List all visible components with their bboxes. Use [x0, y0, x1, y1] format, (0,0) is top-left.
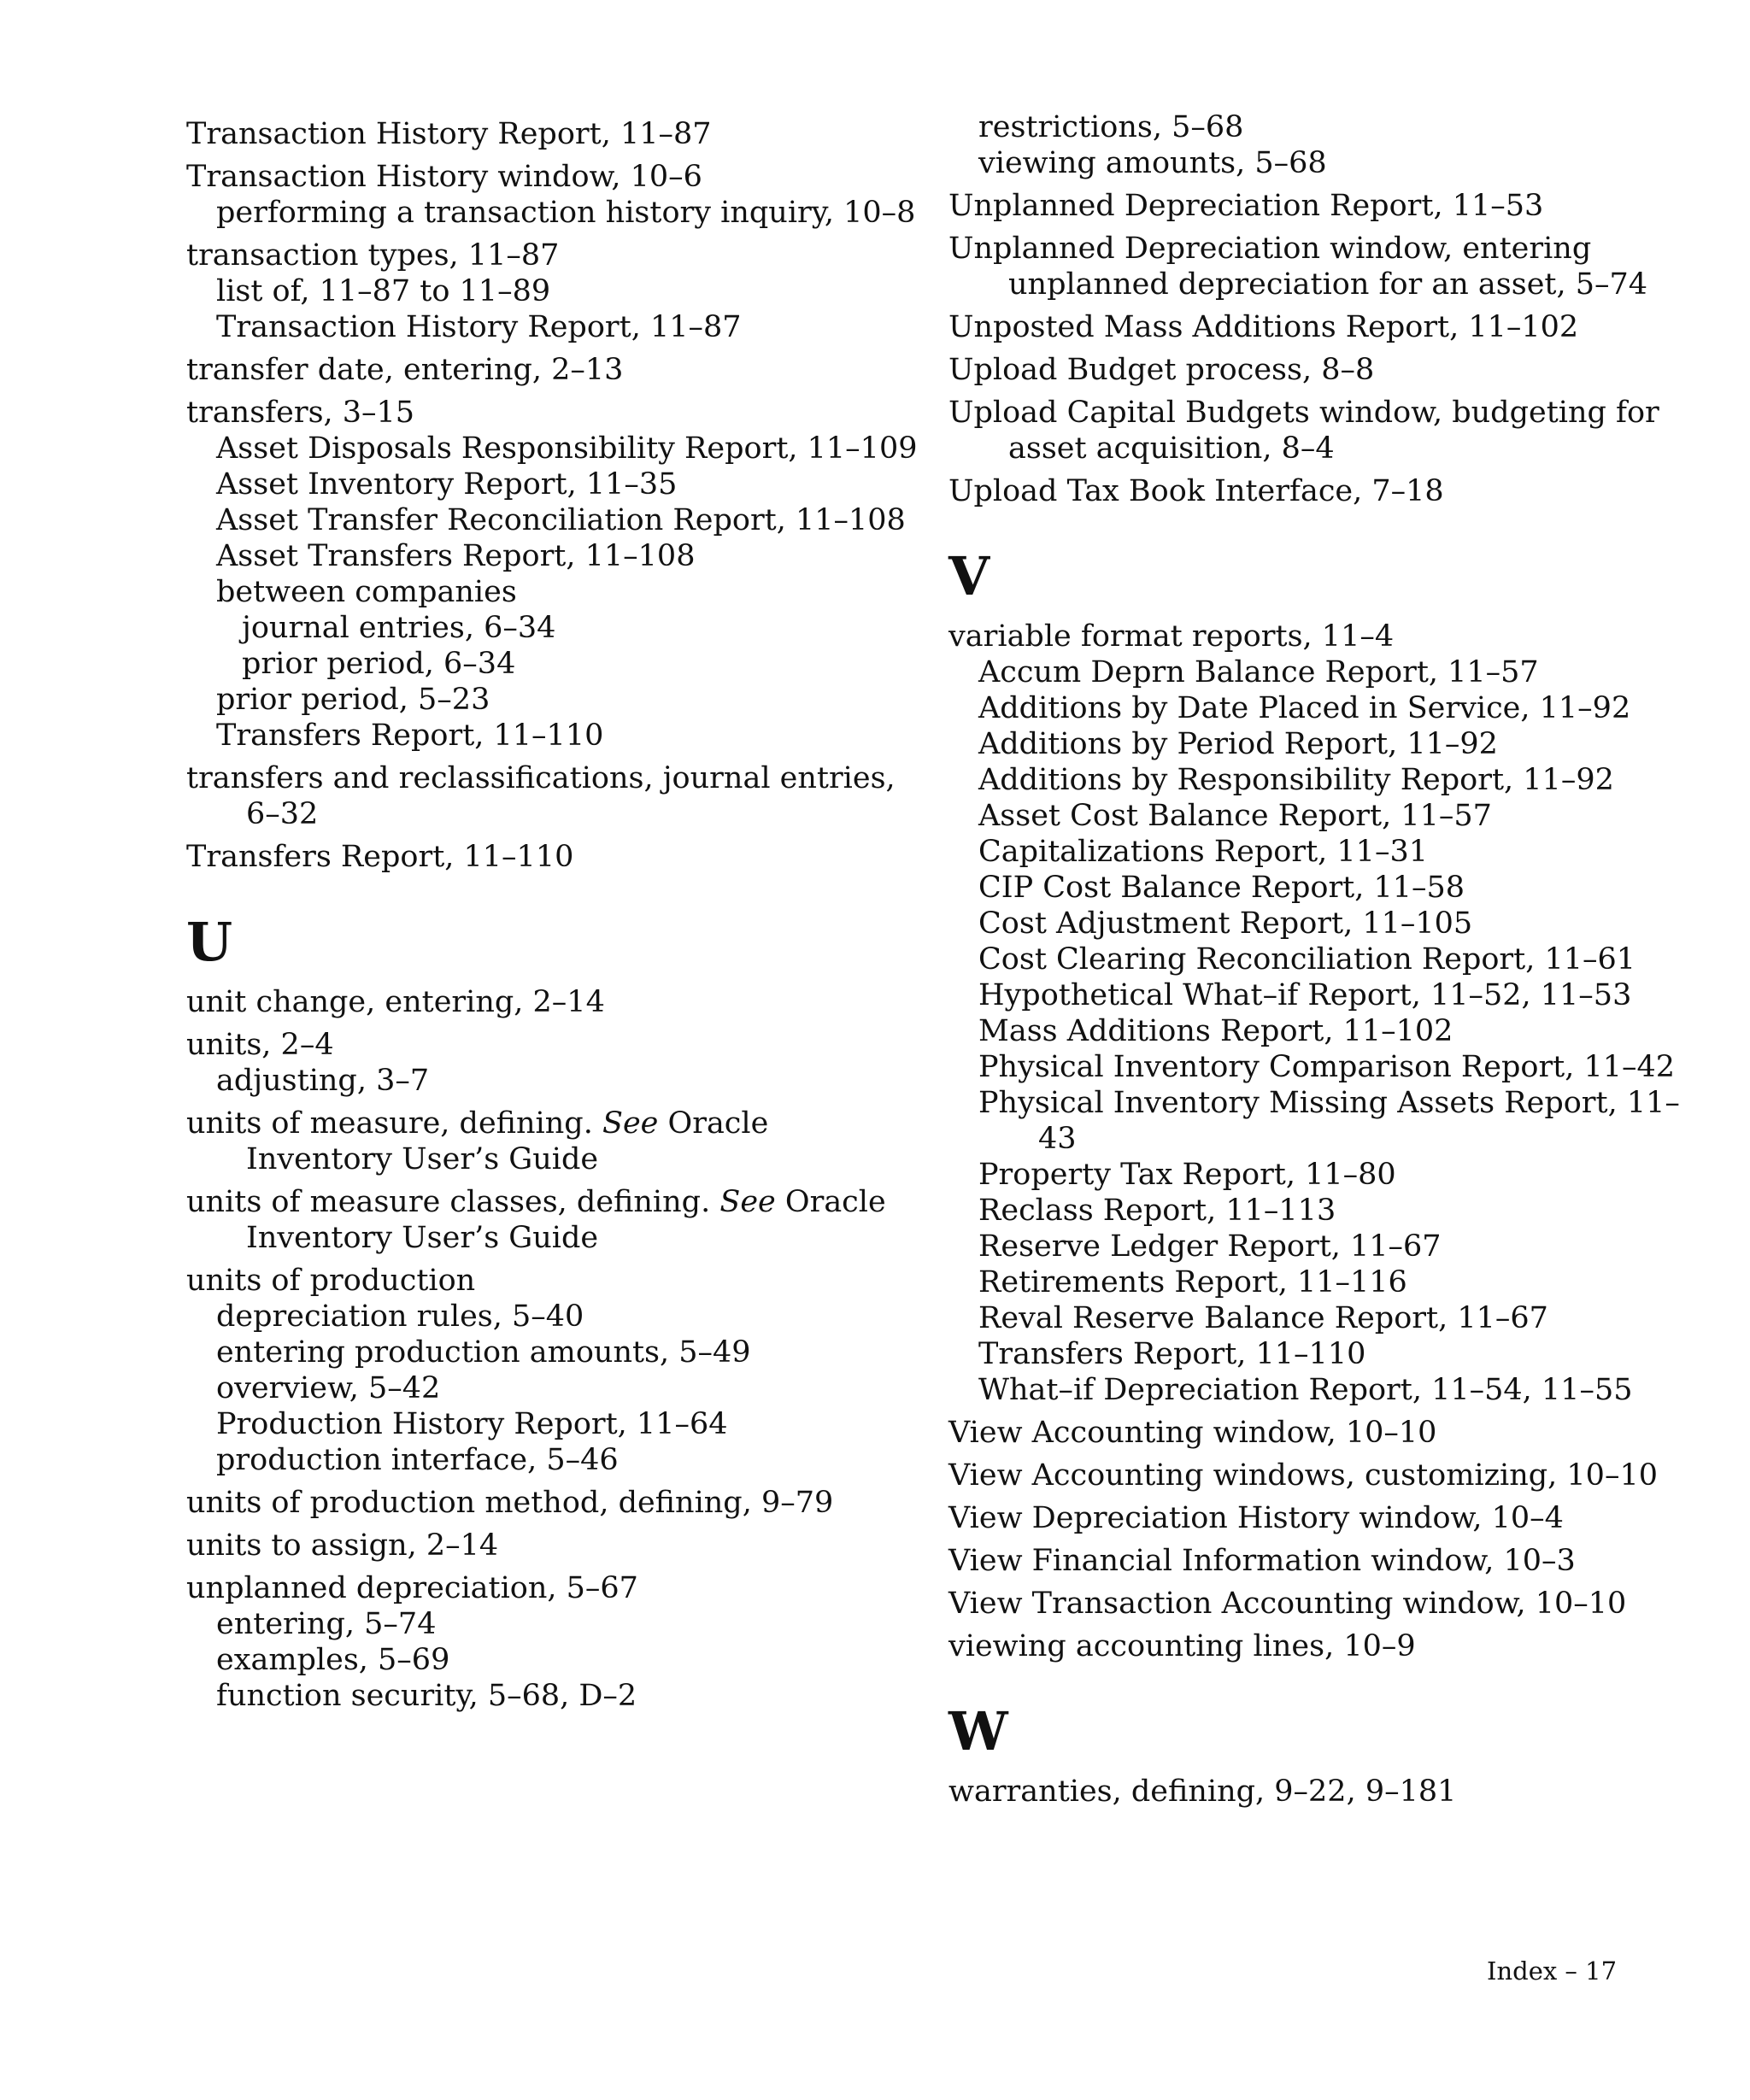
index-entry — [186, 1106, 921, 1177]
see-target: Oracle Inventory User’s Guide — [246, 1106, 769, 1176]
index-entry: Physical Inventory Comparison Report, 11–42 — [978, 1050, 1676, 1084]
index-entry: Physical Inventory Missing Assets Report, 11–43 — [978, 1086, 1680, 1156]
index-entry: Cost Clearing Reconciliation Report, 11–61 — [978, 942, 1636, 977]
page-number: Index – 17 — [1487, 1956, 1618, 1986]
index-entry: CIP Cost Balance Report, 11–58 — [978, 871, 1465, 905]
index-entry: units to assign, 2–14 — [186, 1528, 499, 1563]
index-entry: prior period, 6–34 — [242, 647, 516, 681]
index-entry: restrictions, 5–68 — [978, 110, 1244, 144]
index-entry: depreciation rules, 5–40 — [216, 1299, 584, 1334]
index-entry: Reserve Ledger Report, 11–67 — [978, 1229, 1442, 1264]
index-entry: Retirements Report, 11–116 — [978, 1265, 1407, 1299]
index-entry: Reval Reserve Balance Report, 11–67 — [978, 1301, 1548, 1335]
index-entry: Transfers Report, 11–110 — [978, 1337, 1366, 1371]
index-entry: Transaction History Report, 11–87 — [216, 310, 742, 344]
index-entry: Unposted Mass Additions Report, 11–102 — [948, 310, 1579, 344]
index-entry: units of production — [186, 1264, 476, 1298]
index-entry: viewing amounts, 5–68 — [978, 146, 1327, 180]
index-entry: Asset Cost Balance Report, 11–57 — [978, 799, 1492, 833]
index-entry: overview, 5–42 — [216, 1371, 441, 1405]
index-entry: transfers, 3–15 — [186, 396, 415, 430]
index-entry: View Accounting windows, customizing, 10–10 — [948, 1458, 1658, 1493]
index-entry: Additions by Period Report, 11–92 — [978, 727, 1498, 761]
index-entry: Property Tax Report, 11–80 — [978, 1158, 1396, 1192]
index-entry: View Depreciation History window, 10–4 — [948, 1501, 1564, 1535]
index-entry: Cost Adjustment Report, 11–105 — [978, 906, 1473, 941]
index-entry: Transaction History window, 10–6 — [186, 160, 702, 194]
index-entry: Reclass Report, 11–113 — [978, 1194, 1336, 1228]
index-entry: View Financial Information window, 10–3 — [948, 1544, 1576, 1578]
index-entry: unit change, entering, 2–14 — [186, 985, 605, 1019]
index-entry: View Transaction Accounting window, 10–10 — [948, 1587, 1627, 1621]
index-column-right — [948, 109, 1718, 1810]
index-entry: Accum Deprn Balance Report, 11–57 — [978, 655, 1539, 689]
index-entry: Additions by Date Placed in Service, 11–92 — [978, 691, 1631, 725]
index-entry: units of production method, defining, 9–79 — [186, 1486, 834, 1520]
index-entry: Asset Disposals Responsibility Report, 11–109 — [216, 431, 918, 466]
index-entry: Transfers Report, 11–110 — [216, 719, 604, 753]
see-reference: See — [719, 1185, 776, 1219]
index-entry: Upload Budget process, 8–8 — [948, 353, 1375, 387]
see-reference: See — [602, 1106, 659, 1141]
index-entry — [186, 1184, 921, 1256]
index-entry: Asset Transfers Report, 11–108 — [216, 539, 696, 573]
index-entry: Unplanned Depreciation window, entering unplanned depreciation for an asset, 5–74 — [948, 232, 1648, 302]
section-heading-w: W — [948, 1700, 1008, 1763]
index-entry: Transaction History Report, 11–87 — [186, 117, 712, 151]
section-heading-u: U — [186, 911, 233, 973]
index-column-left — [186, 109, 921, 1714]
index-entry: viewing accounting lines, 10–9 — [948, 1629, 1416, 1663]
index-entry: Asset Transfer Reconciliation Report, 11–108 — [216, 503, 906, 537]
index-entry: journal entries, 6–34 — [242, 611, 556, 645]
index-entry: production interface, 5–46 — [216, 1443, 619, 1477]
index-entry: Transfers Report, 11–110 — [186, 840, 574, 874]
index-entry: What–if Depreciation Report, 11–54, 11–55 — [978, 1373, 1633, 1407]
index-entry: prior period, 5–23 — [216, 683, 490, 717]
index-entry-text: units of measure classes, defining. — [186, 1185, 711, 1219]
index-entry: warranties, defining, 9–22, 9–181 — [948, 1774, 1457, 1809]
index-entry: adjusting, 3–7 — [216, 1064, 430, 1098]
index-entry: Mass Additions Report, 11–102 — [978, 1014, 1453, 1048]
index-entry: Asset Inventory Report, 11–35 — [216, 467, 678, 502]
index-entry: transaction types, 11–87 — [186, 238, 560, 273]
index-entry: performing a transaction history inquiry, 10–8 — [216, 196, 916, 230]
index-entry: entering, 5–74 — [216, 1607, 437, 1641]
index-entry: Capitalizations Report, 11–31 — [978, 835, 1428, 869]
index-entry: between companies — [216, 575, 517, 609]
index-entry: units, 2–4 — [186, 1028, 334, 1062]
index-entry: variable format reports, 11–4 — [948, 619, 1395, 654]
index-entry: list of, 11–87 to 11–89 — [216, 274, 551, 308]
section-heading-v: V — [948, 545, 990, 607]
index-entry: Upload Tax Book Interface, 7–18 — [948, 474, 1444, 508]
index-entry: function security, 5–68, D–2 — [216, 1679, 637, 1713]
index-entry: View Accounting window, 10–10 — [948, 1416, 1437, 1450]
index-entry: Upload Capital Budgets window, budgeting for asset acquisition, 8–4 — [948, 396, 1659, 466]
index-entry: unplanned depreciation, 5–67 — [186, 1571, 638, 1605]
index-entry: examples, 5–69 — [216, 1643, 450, 1677]
index-entry: Production History Report, 11–64 — [216, 1407, 728, 1441]
index-entry: Hypothetical What–if Report, 11–52, 11–53 — [978, 978, 1632, 1012]
see-target: Oracle Inventory User’s Guide — [246, 1185, 886, 1255]
index-entry-text: units of measure, defining. — [186, 1106, 593, 1141]
index-entry: Unplanned Depreciation Report, 11–53 — [948, 189, 1544, 223]
index-entry: transfers and reclassifications, journal entries, 6–32 — [186, 761, 896, 831]
index-entry: entering production amounts, 5–49 — [216, 1335, 751, 1370]
index-entry: Additions by Responsibility Report, 11–92 — [978, 763, 1614, 797]
index-entry: transfer date, entering, 2–13 — [186, 353, 624, 387]
